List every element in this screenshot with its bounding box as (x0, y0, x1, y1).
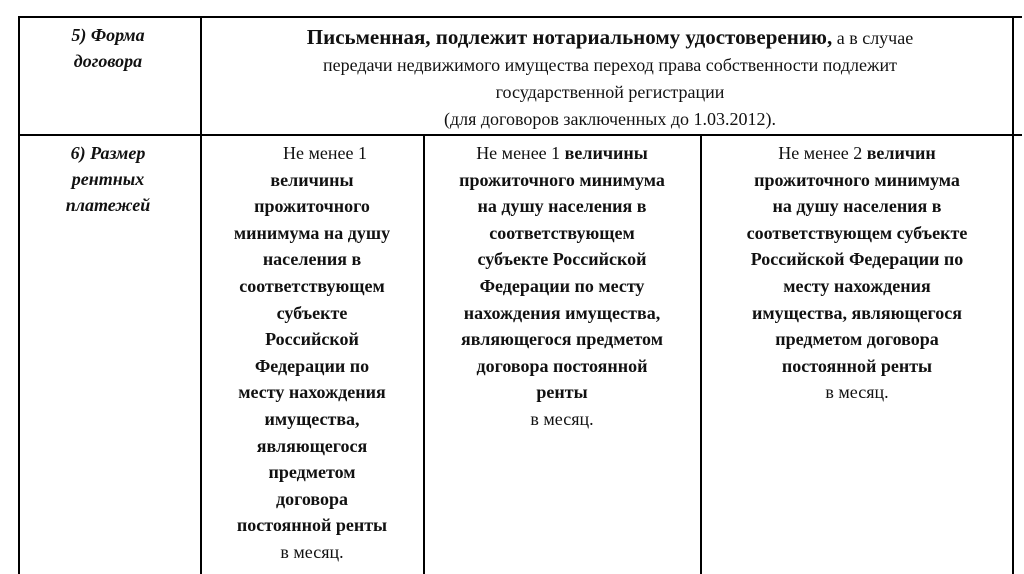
table-top-border (18, 16, 1022, 18)
label-column-divider (200, 16, 202, 574)
row6-label: 6) Размер рентных платежей (65, 143, 151, 215)
column-divider-2 (700, 134, 702, 574)
rent-cell-1: Не менее 1 величины прожиточного минимума на душу населения в соответствующем субъекте Российской Федерации по месту нахождения имущества, являющегося предметом договора постоянной ренты в месяц. (233, 143, 391, 562)
table-left-border (18, 16, 20, 574)
row-divider (18, 134, 1022, 136)
column-divider-1 (423, 134, 425, 574)
row5-label: 5) Форма договора (71, 25, 145, 71)
contract-form-bold: Письменная, подлежит нотариальному удостоверению, (306, 25, 833, 49)
rent-cell-2: Не менее 1 величины прожиточного минимума на душу населения в соответствующем субъекте Российской Федерации по месту нахождения имущества, являющегося предметом договора постоянной ренты в месяц. (459, 143, 665, 429)
row5-content: Письменная, подлежит нотариальному удостоверению, а в случае передачи недвижимого имущества переход права собственности подлежит государственной регистрации (для договоров заключенных до 1.03.2012). (306, 25, 914, 129)
rent-cell-3: Не менее 2 величин прожиточного минимума на душу населения в соответствующем субъекте Российской Федерации по месту нахождения имущества, являющегося предметом договора постоянной ренты в месяц. (746, 143, 968, 403)
table-right-border (1012, 16, 1014, 574)
